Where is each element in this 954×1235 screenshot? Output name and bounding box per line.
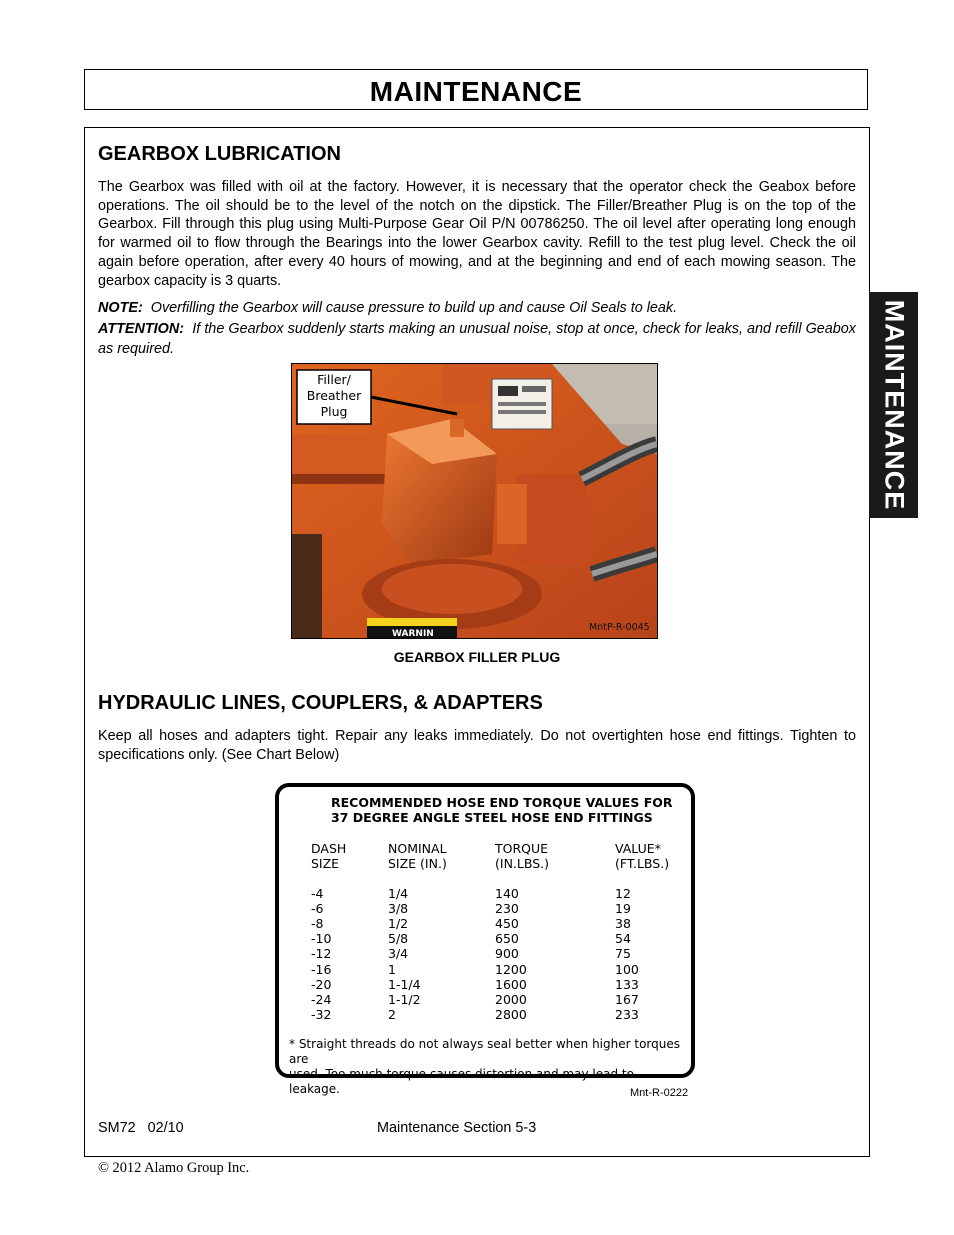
- torque-cell: 75: [615, 946, 631, 962]
- torque-cell: 38: [615, 916, 631, 932]
- callout-line-3: Plug: [320, 404, 348, 419]
- torque-cell: -24: [311, 991, 332, 1007]
- col-header-dash: [311, 841, 346, 871]
- torque-cell: 230: [495, 901, 519, 917]
- callout-line-2: Breather: [306, 388, 362, 403]
- torque-cell: 3/8: [388, 901, 409, 917]
- attention-label: ATTENTION:: [98, 321, 185, 337]
- torque-cell: 650: [495, 931, 519, 947]
- torque-cell: -32: [311, 1006, 332, 1022]
- hydraulic-paragraph: Keep all hoses and adapters tight. Repair any leaks immediately. Do not overtighten hose end fittings. Tighten to specifications only. (See Chart Below): [98, 728, 856, 763]
- footer-section: Maintenance Section 5-3: [377, 1120, 537, 1136]
- torque-chart-title: [331, 795, 673, 825]
- note-text: Overfilling the Gearbox will cause pressure to build up and cause Oil Seals to leak.: [150, 300, 678, 316]
- note-label: NOTE:: [98, 300, 143, 316]
- footer-doc-id: SM72 02/10: [98, 1120, 184, 1136]
- torque-cell: 1/4: [388, 886, 409, 901]
- torque-cell: 1-1/2: [388, 991, 421, 1007]
- callout-line-1: Filler/: [317, 372, 351, 387]
- torque-cell: -6: [311, 901, 324, 917]
- torque-cell: 1600: [495, 976, 527, 992]
- col-header-nominal-line-1: NOMINAL: [388, 841, 447, 856]
- chart-ref: Mnt-R-0222: [630, 1087, 689, 1099]
- warning-decal-text: WARNIN: [392, 629, 434, 638]
- col-header-nominal: [388, 841, 447, 871]
- page-header-box: [84, 69, 868, 110]
- side-tab-label: MAINTENANCE: [879, 299, 909, 511]
- col-header-value: [615, 841, 669, 871]
- col-header-nominal-line-2: SIZE (IN.): [388, 856, 447, 871]
- torque-cell: 450: [495, 916, 519, 932]
- torque-cell: 3/4: [388, 946, 409, 962]
- torque-cell: 2800: [495, 1006, 527, 1022]
- attention-paragraph: [98, 319, 856, 359]
- torque-cell: 1/2: [388, 916, 409, 932]
- col-header-torque-line-1: TORQUE: [495, 841, 549, 856]
- torque-cell: 1: [388, 961, 396, 977]
- torque-footnote-line-2: used. Too much torque causes distortion and may lead to leakage.: [289, 1067, 634, 1096]
- col-header-value-line-1: VALUE*: [615, 841, 661, 856]
- torque-cell: 167: [615, 991, 639, 1007]
- torque-chart-title-line-1: RECOMMENDED HOSE END TORQUE VALUES FOR: [331, 795, 673, 810]
- copyright: © 2012 Alamo Group Inc.: [98, 1160, 250, 1176]
- torque-cell: -12: [311, 946, 332, 962]
- photo-ref: MntP-R-0045: [589, 622, 650, 633]
- photo-caption: GEARBOX FILLER PLUG: [393, 649, 561, 665]
- torque-cell: 12: [615, 886, 631, 901]
- col-header-dash-line-2: SIZE: [311, 856, 340, 871]
- gearbox-photo-illustration: [292, 364, 657, 638]
- section-side-tab: [869, 292, 918, 518]
- torque-footnote: [289, 1037, 685, 1097]
- col-header-value-line-2: (FT.LBS.): [615, 856, 670, 871]
- torque-footnote-line-1: * Straight threads do not always seal better when higher torques are: [289, 1037, 680, 1066]
- torque-cell: 133: [615, 976, 639, 992]
- col-header-dash-line-1: DASH: [311, 841, 347, 856]
- torque-cell: 2000: [495, 991, 527, 1007]
- torque-cell: 5/8: [388, 931, 409, 947]
- torque-cell: -20: [311, 976, 332, 992]
- torque-cell: 2: [388, 1006, 396, 1022]
- col-header-torque: [495, 841, 549, 871]
- attention-text: If the Gearbox suddenly starts making an unusual noise, stop at once, check for leaks, and refill Geabox as required.: [98, 321, 857, 357]
- torque-chart-title-line-2: 37 DEGREE ANGLE STEEL HOSE END FITTINGS: [331, 810, 653, 825]
- gearbox-heading: GEARBOX LUBRICATION: [98, 143, 341, 165]
- torque-cell: 233: [615, 1006, 639, 1022]
- note-paragraph: [98, 298, 856, 318]
- torque-cell: 1-1/4: [388, 976, 421, 992]
- page-title: MAINTENANCE: [369, 76, 583, 107]
- torque-cell: -8: [311, 916, 324, 932]
- torque-cell: -16: [311, 961, 332, 977]
- torque-cell: -10: [311, 931, 332, 947]
- hydraulic-heading: HYDRAULIC LINES, COUPLERS, & ADAPTERS: [98, 692, 543, 714]
- torque-cell: -4: [311, 886, 324, 901]
- gearbox-paragraph: The Gearbox was filled with oil at the factory. However, it is necessary that the operator check the Geabox before operations. The oil should be to the level of the notch on the dipstick. The Filler/Breather Plug is on the top of the Gearbox. Fill through this plug using Multi-Purpose Gear Oil P/N 00786250. The oil level after operating long enough for warmed oil to flow through the Bearings into the lower Gearbox cavity. Refill to the test plug level. Check the oil again before operation, after every 40 hours of mowing, and at the beginning and end of each mowing season. The gearbox capacity is 3 quarts.: [98, 179, 856, 289]
- torque-cell: 900: [495, 946, 519, 962]
- gearbox-photo: [291, 363, 658, 639]
- torque-cell: 140: [495, 886, 519, 901]
- torque-cell: 1200: [495, 961, 527, 977]
- col-header-torque-line-2: (IN.LBS.): [495, 856, 549, 871]
- torque-cell: 19: [615, 901, 631, 917]
- torque-cell: 100: [615, 961, 639, 977]
- torque-cell: 54: [615, 931, 631, 947]
